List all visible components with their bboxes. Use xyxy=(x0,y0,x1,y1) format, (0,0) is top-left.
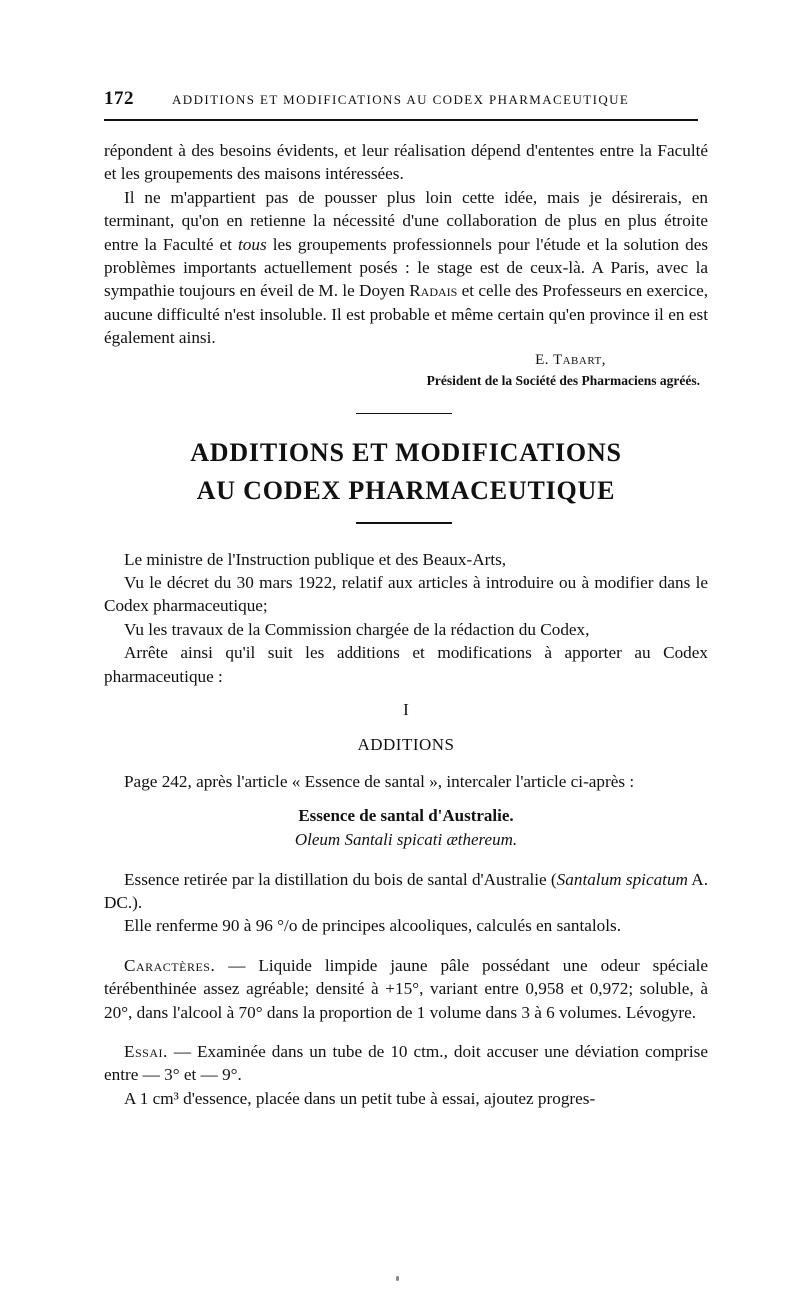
essai-paragraph xyxy=(104,1040,708,1087)
characters-paragraph xyxy=(104,954,708,1024)
continued-paragraph: répondent à des besoins évidents, et leur réalisation dépend d'ententes entre la Faculté et les groupements des maisons intéressées. xyxy=(104,141,708,184)
article-title: Essence de santal d'Australie. xyxy=(298,805,514,825)
characters-label: Caractères. xyxy=(124,955,216,975)
essai-label: Essai. xyxy=(124,1041,168,1061)
running-header xyxy=(104,88,698,121)
author-role: Président de la Société des Pharmaciens agréés. xyxy=(426,372,700,388)
last-line: A 1 cm³ d'essence, placée dans un petit tube à essai, ajoutez progres- xyxy=(124,1088,596,1108)
closing-text-2: les groupements professionnels pour l'étude et la solution des problèmes importants actuellement posés : le stage est de ceux-là. A Paris, avec la sympathie toujours en éveil de M. le Doyen xyxy=(104,234,709,301)
description-text: Essence retirée par la distillation du bois de santal d'Australie ( xyxy=(124,869,557,889)
part-heading: ADDITIONS xyxy=(357,735,455,755)
article-latin-name: Oleum Santali spicati æthereum. xyxy=(294,829,518,849)
author-signature: E. Tabart, xyxy=(535,351,606,368)
article-content: Elle renferme 90 à 96 °/o de principes alcooliques, calculés en santalols. xyxy=(124,916,622,936)
decree-line: Vu le décret du 30 mars 1922, relatif aux articles à introduire ou à modifier dans le Codex pharmaceutique; xyxy=(104,573,708,616)
part-number: I xyxy=(403,700,409,720)
decree-line: Vu les travaux de la Commission chargée de la rédaction du Codex, xyxy=(124,619,590,639)
book-page xyxy=(104,88,708,1110)
article-description xyxy=(104,868,708,915)
closing-text-1: Il ne m'appartient pas de pousser plus loin cette idée, mais je désirerais, en terminant, qu'on en retienne la nécessité d'une collaboration de plus en plus étroite entre la Faculté et xyxy=(104,187,708,254)
article-intro: Page 242, après l'article « Essence de santal », intercaler l'article ci-après : xyxy=(124,772,635,792)
description-authority: A. DC.). xyxy=(104,869,709,912)
title-underline xyxy=(356,522,452,524)
emphasis-tous: tous xyxy=(237,234,267,254)
essai-text: — Examinée dans un tube de 10 ctm., doit accuser une déviation comprise entre — 3° et — 9°. xyxy=(104,1041,708,1085)
paper-mark xyxy=(396,1276,399,1281)
decree-line: Le ministre de l'Instruction publique et des Beaux-Arts, xyxy=(124,549,507,569)
page-number: 172 xyxy=(104,88,134,109)
dean-name: Radais xyxy=(409,281,458,301)
section-title-line-2: AU CODEX PHARMACEUTIQUE xyxy=(196,475,616,505)
species-name: Santalum spicatum xyxy=(556,869,688,889)
closing-text-3: et celle des Professeurs en exercice, aucune difficulté n'est insoluble. Il est probable et même certain qu'en province il en est également ainsi. xyxy=(104,281,709,348)
characters-text: — Liquide limpide jaune pâle possédant une odeur spéciale térébenthinée assez agréable; densité à +15°, variant entre 0,958 et 0,972; soluble, à 20°, dans l'alcool à 70° dans la proportion de 1 volume dans 3 à 6 volumes. Lévogyre. xyxy=(104,955,709,1022)
closing-paragraph xyxy=(104,186,708,350)
running-title: ADDITIONS ET MODIFICATIONS AU CODEX PHARMACEUTIQUE xyxy=(172,92,630,107)
section-title xyxy=(104,434,708,510)
section-divider xyxy=(356,413,452,414)
section-title-line-1: ADDITIONS ET MODIFICATIONS xyxy=(190,437,622,467)
decree-line: Arrête ainsi qu'il suit les additions et modifications à apporter au Codex pharmaceutique : xyxy=(104,643,708,686)
